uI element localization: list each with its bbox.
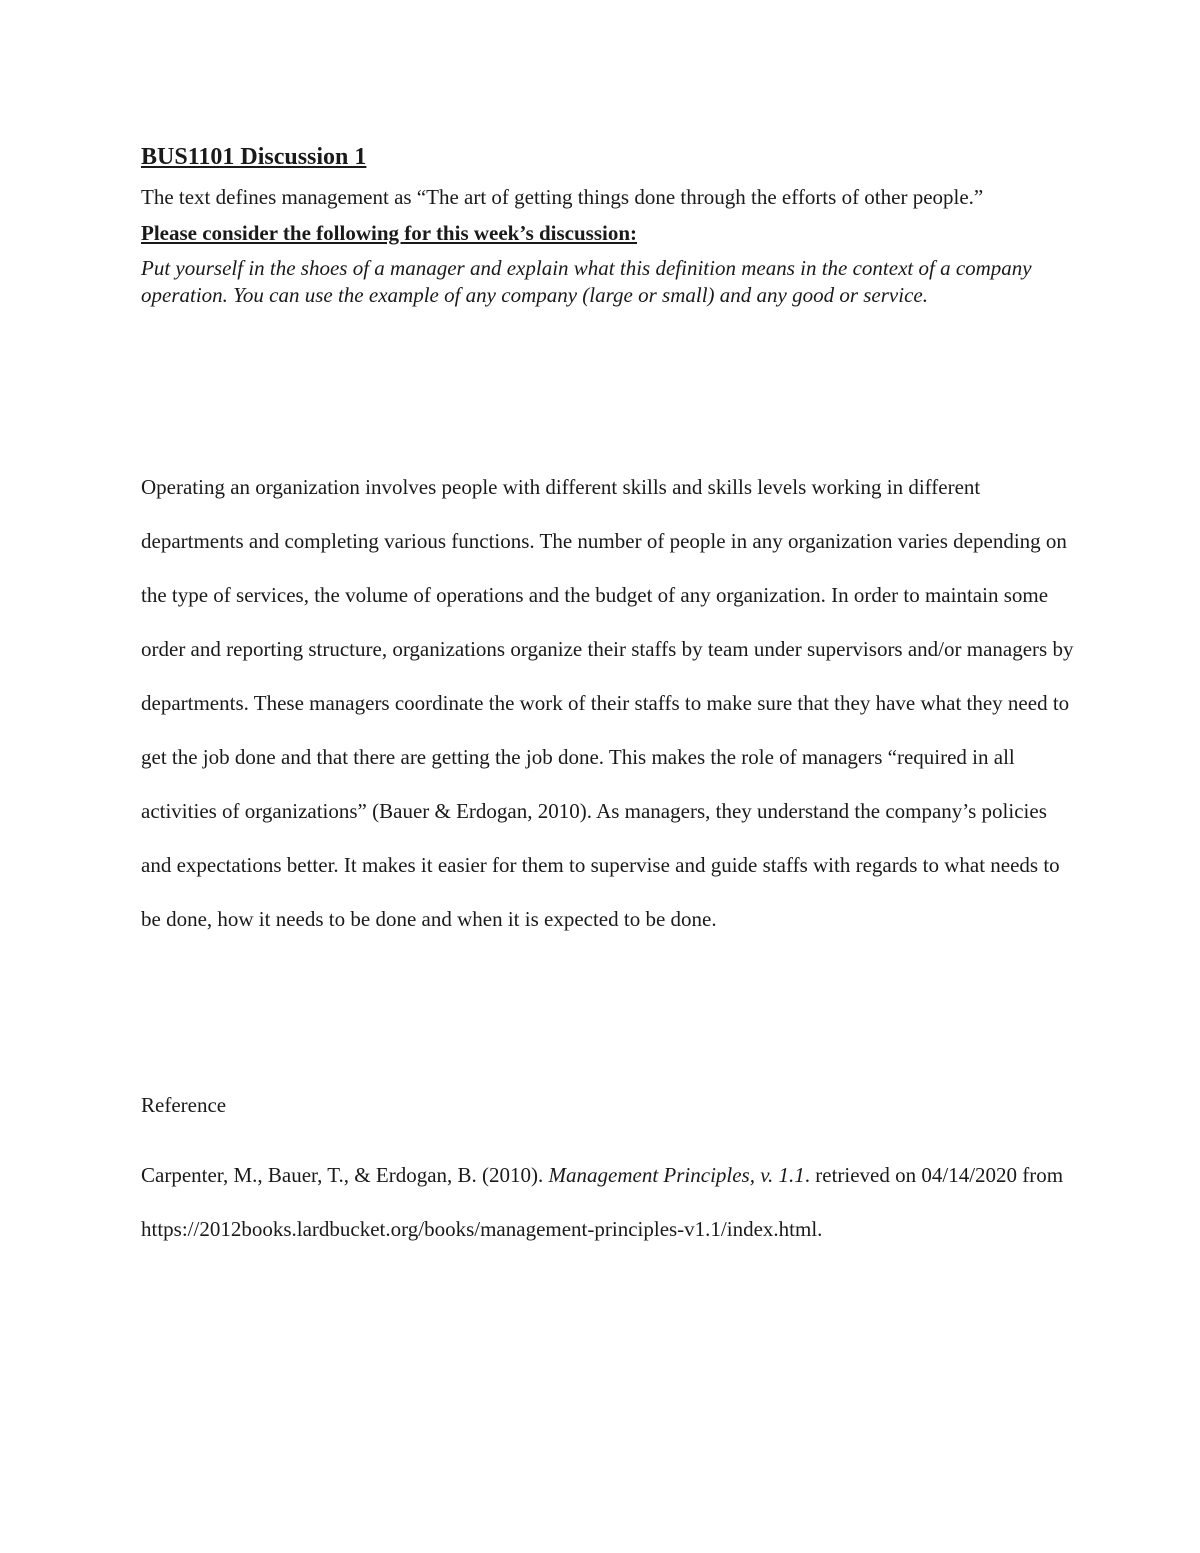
reference-retrieval: . retrieved on 04/14/2020 from https://2012books.lardbucket.org/books/management-principles-v1.1/index.html. xyxy=(141,1163,1064,1241)
response-paragraph: Operating an organization involves people with different skills and skills levels working in different departments and completing various functions. The number of people in any organization varies depending on the type of services, the volume of operations and the budget of any organization. In order to maintain some order and reporting structure, organizations organize their staffs by team under supervisors and/or managers by departments. These managers coordinate the work of their staffs to make sure that they have what they need to get the job done and that there are getting the job done. This makes the role of managers “required in all activities of organizations” (Bauer & Erdogan, 2010). As managers, they understand the company’s policies and expectations better. It makes it easier for them to supervise and guide staffs with regards to what needs to be done, how it needs to be done and when it is expected to be done. xyxy=(141,475,1074,931)
intro-paragraph: The text defines management as “The art of getting things done through the efforts of other people.” xyxy=(141,185,984,209)
reference-work-title: Management Principles, v. 1.1 xyxy=(548,1163,805,1187)
reference-heading: Reference xyxy=(141,1093,227,1117)
prompt-heading: Please consider the following for this week’s discussion: xyxy=(141,221,638,245)
assignment-header-section xyxy=(141,140,1071,309)
document-title: BUS1101 Discussion 1 xyxy=(141,144,367,170)
reference-entry xyxy=(141,1148,1081,1256)
reference-authors-year: Carpenter, M., Bauer, T., & Erdogan, B. (2010). xyxy=(141,1163,549,1187)
prompt-paragraph: Put yourself in the shoes of a manager and explain what this definition means in the context of a company operation. You can use the example of any company (large or small) and any good or service. xyxy=(141,256,1032,307)
